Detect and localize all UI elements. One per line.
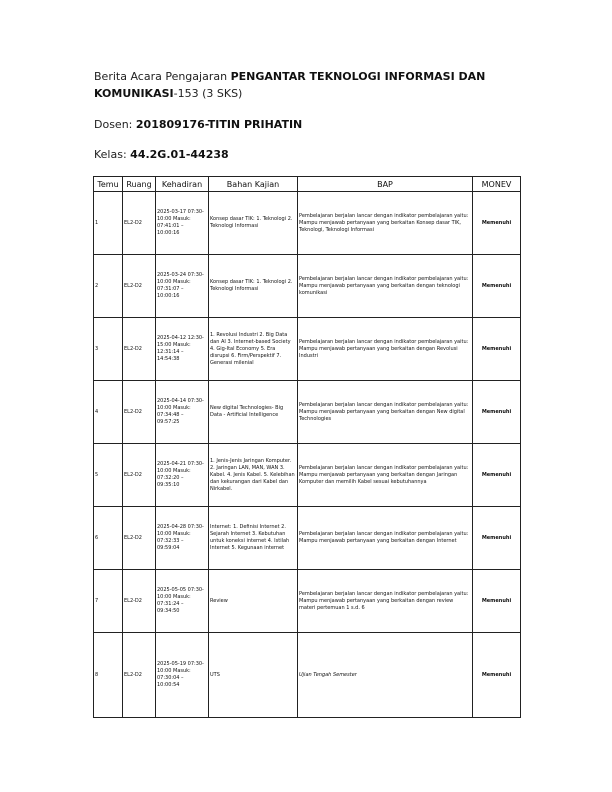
cell-kehadiran: 2025-04-12 12:30-15:00 Masuk: 12:31:14 – 14:54:38 xyxy=(156,318,209,381)
cell-kehadiran: 2025-05-19 07:30-10:00 Masuk: 07:30:04 – 10:00:54 xyxy=(156,633,209,718)
cell-ruang: EL2-D2 xyxy=(123,444,156,507)
cell-bap: Pembelajaran berjalan lancar dengan indikator pembelajaran yaitu: Mampu menjawab pertanyaan yang berkaitan dengan Revolusi Industri xyxy=(298,318,473,381)
table-row xyxy=(94,192,521,255)
col-header-temu: Temu xyxy=(94,177,123,192)
cell-bap: Pembelajaran berjalan lancar dengan indikator pembelajaran yaitu: Mampu menjawab pertanyaan yang berkaitan dengan New digital Technologies xyxy=(298,381,473,444)
cell-bahan-kajian: 1. Jenis-Jenis Jaringan Komputer. 2. Jaringan LAN, MAN, WAN 3. Kabel. 4. Jenis Kabel. 5. Kelebihan dan kekurangan dari Kabel dan Nirkabel. xyxy=(209,444,298,507)
cell-ruang: EL2-D2 xyxy=(123,507,156,570)
cell-monev: Memenuhi xyxy=(473,255,521,318)
col-header-bap: BAP xyxy=(298,177,473,192)
cell-bahan-kajian: UTS xyxy=(209,633,298,718)
cell-kehadiran: 2025-03-24 07:30-10:00 Masuk: 07:31:07 – 10:00:16 xyxy=(156,255,209,318)
cell-kehadiran: 2025-03-17 07:30-10:00 Masuk: 07:41:01 – 10:00:16 xyxy=(156,192,209,255)
cell-ruang: EL2-D2 xyxy=(123,192,156,255)
col-header-ruang: Ruang xyxy=(123,177,156,192)
table-row xyxy=(94,570,521,633)
cell-no: 3 xyxy=(94,318,123,381)
cell-bahan-kajian: 1. Revolusi Industri 2. Big Data dan AI 3. Internet-based Society 4. Gig-Ital Economy 5. Era disrupsi 6. Firm/Perspektif 7. Generasi milenial xyxy=(209,318,298,381)
cell-kehadiran: 2025-05-05 07:30-10:00 Masuk: 07:31:24 – 09:34:50 xyxy=(156,570,209,633)
cell-bahan-kajian: Review xyxy=(209,570,298,633)
cell-bap: Pembelajaran berjalan lancar dengan indikator pembelajaran yaitu: Mampu menjawab pertanyaan yang berkaitan dengan Jaringan Komputer dan memilih Kabel sesuai kebutuhannya xyxy=(298,444,473,507)
cell-no: 1 xyxy=(94,192,123,255)
table-row xyxy=(94,444,521,507)
cell-monev: Memenuhi xyxy=(473,192,521,255)
cell-no: 4 xyxy=(94,381,123,444)
title-prefix: Berita Acara Pengajaran xyxy=(94,70,228,83)
document-title xyxy=(94,68,514,102)
table-row xyxy=(94,633,521,718)
cell-no: 7 xyxy=(94,570,123,633)
kelas-value: 44.2G.01-44238 xyxy=(130,148,229,161)
cell-bap: Pembelajaran berjalan lancar dengan indikator pembelajaran yaitu: Mampu menjawab pertanyaan yang berkaitan dengan review materi pertemuan 1 s.d. 6 xyxy=(298,570,473,633)
table-row xyxy=(94,255,521,318)
cell-kehadiran: 2025-04-28 07:30-10:00 Masuk: 07:32:33 – 09:59:04 xyxy=(156,507,209,570)
cell-monev: Memenuhi xyxy=(473,444,521,507)
cell-monev: Memenuhi xyxy=(473,633,521,718)
cell-kehadiran: 2025-04-21 07:30-10:00 Masuk: 07:32:20 – 09:35:10 xyxy=(156,444,209,507)
cell-kehadiran: 2025-04-14 07:30-10:00 Masuk: 07:34:48 – 09:57:25 xyxy=(156,381,209,444)
kelas-line xyxy=(94,146,229,163)
col-header-kehadiran: Kehadiran xyxy=(156,177,209,192)
kelas-label: Kelas: xyxy=(94,148,127,161)
table-row xyxy=(94,381,521,444)
course-name: PENGANTAR TEKNOLOGI INFORMASI DAN KOMUNIKASI xyxy=(94,70,486,100)
cell-no: 8 xyxy=(94,633,123,718)
cell-ruang: EL2-D2 xyxy=(123,318,156,381)
cell-no: 2 xyxy=(94,255,123,318)
table-header-row xyxy=(94,177,521,192)
cell-bap: Pembelajaran berjalan lancar dengan indikator pembelajaran yaitu: Mampu menjawab pertanyaan yang berkaitan dengan Internet xyxy=(298,507,473,570)
dosen-line xyxy=(94,116,302,133)
cell-bahan-kajian: New digital Technologies- Big Data - Artificial Intelligence xyxy=(209,381,298,444)
cell-bap: Pembelajaran berjalan lancar dengan indikator pembelajaran yaitu: Mampu menjawab pertanyaan yang berkaitan dengan teknologi komunikasi xyxy=(298,255,473,318)
cell-ruang: EL2-D2 xyxy=(123,381,156,444)
col-header-bahan-kajian: Bahan Kajian xyxy=(209,177,298,192)
cell-ruang: EL2-D2 xyxy=(123,570,156,633)
dosen-label: Dosen: xyxy=(94,118,133,131)
cell-bahan-kajian: Internet: 1. Definisi Internet 2. Sejarah Internet 3. Kebutuhan untuk koneksi internet 4. Istilah Internet 5. Kegunaan internet xyxy=(209,507,298,570)
course-code: -153 (3 SKS) xyxy=(173,87,243,100)
cell-bap: Ujian Tengah Semester xyxy=(298,633,473,718)
cell-bap: Pembelajaran berjalan lancar dengan indikator pembelajaran yaitu: Mampu menjawab pertanyaan yang berkaitan Konsep dasar TIK, Teknologi, Teknologi Informasi xyxy=(298,192,473,255)
cell-monev: Memenuhi xyxy=(473,381,521,444)
cell-monev: Memenuhi xyxy=(473,570,521,633)
cell-no: 6 xyxy=(94,507,123,570)
table-row xyxy=(94,318,521,381)
cell-bahan-kajian: Konsep dasar TIK: 1. Teknologi 2. Teknologi Informasi xyxy=(209,255,298,318)
cell-bahan-kajian: Konsep dasar TIK: 1. Teknologi 2. Teknologi Informasi xyxy=(209,192,298,255)
cell-ruang: EL2-D2 xyxy=(123,255,156,318)
cell-monev: Memenuhi xyxy=(473,507,521,570)
cell-monev: Memenuhi xyxy=(473,318,521,381)
bap-table xyxy=(93,176,521,718)
cell-ruang: EL2-D2 xyxy=(123,633,156,718)
col-header-monev: MONEV xyxy=(473,177,521,192)
dosen-value: 201809176-TITIN PRIHATIN xyxy=(135,118,303,131)
cell-no: 5 xyxy=(94,444,123,507)
table-row xyxy=(94,507,521,570)
